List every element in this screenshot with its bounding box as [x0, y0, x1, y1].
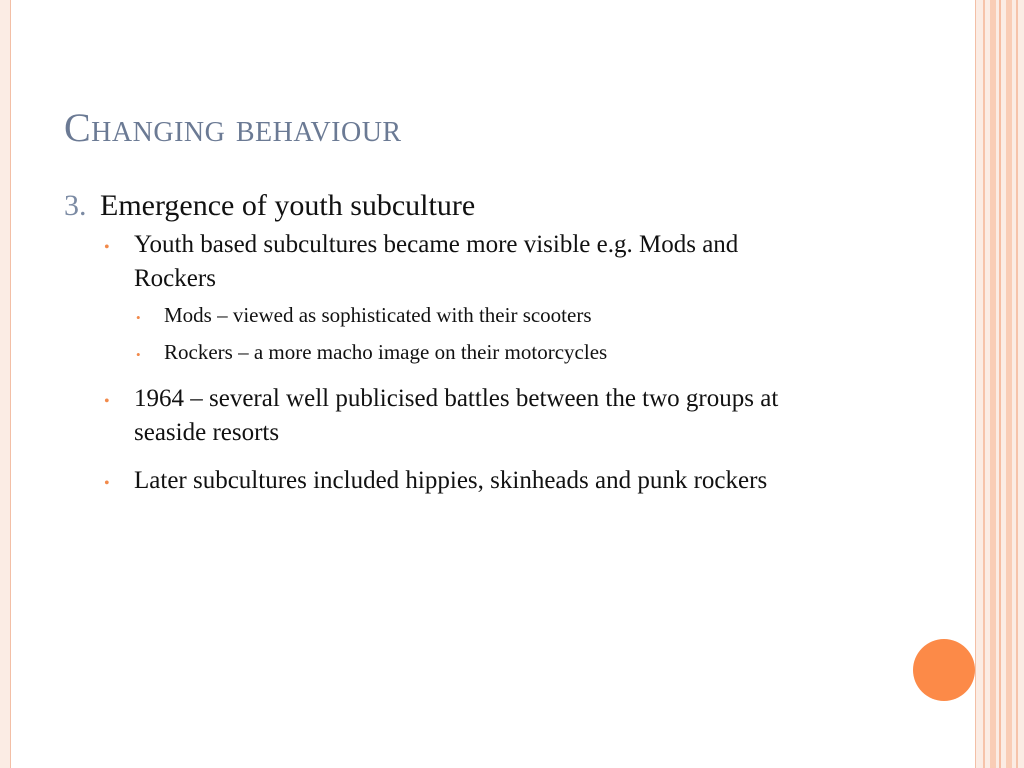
decorative-orb	[913, 639, 975, 701]
sub-bullet-text: Rockers – a more macho image on their motorcycles	[164, 340, 608, 364]
decorative-stripe	[1016, 0, 1018, 768]
bullet-text: 1964 – several well publicised battles between the two groups at seaside resorts	[134, 385, 779, 446]
decorative-stripe	[1006, 0, 1012, 768]
bullet-icon: •	[104, 475, 110, 492]
bullet-item	[64, 382, 824, 450]
point-text: Emergence of youth subculture	[100, 189, 476, 222]
point-number: 3.	[64, 189, 87, 222]
sub-bullet-text: Mods – viewed as sophisticated with their scooters	[164, 303, 592, 327]
bullet-text: Later subcultures included hippies, skinheads and punk rockers	[134, 467, 768, 494]
bullet-text: Youth based subcultures became more visible e.g. Mods and Rockers	[134, 231, 739, 292]
bullet-item	[64, 464, 824, 501]
numbered-point	[64, 186, 864, 226]
bullet-icon: •	[104, 393, 110, 410]
sub-bullet-item	[64, 300, 864, 333]
decorative-stripe	[983, 0, 985, 768]
bullet-icon: •	[104, 239, 110, 256]
bullet-icon: •	[136, 310, 141, 325]
decorative-stripe	[990, 0, 996, 768]
sub-bullet-item	[64, 337, 864, 370]
decorative-stripe	[999, 0, 1001, 768]
bullet-item	[64, 228, 824, 296]
slide-body	[64, 186, 864, 501]
bullet-icon: •	[136, 347, 141, 362]
slide-title: Changing behaviour	[64, 105, 402, 150]
